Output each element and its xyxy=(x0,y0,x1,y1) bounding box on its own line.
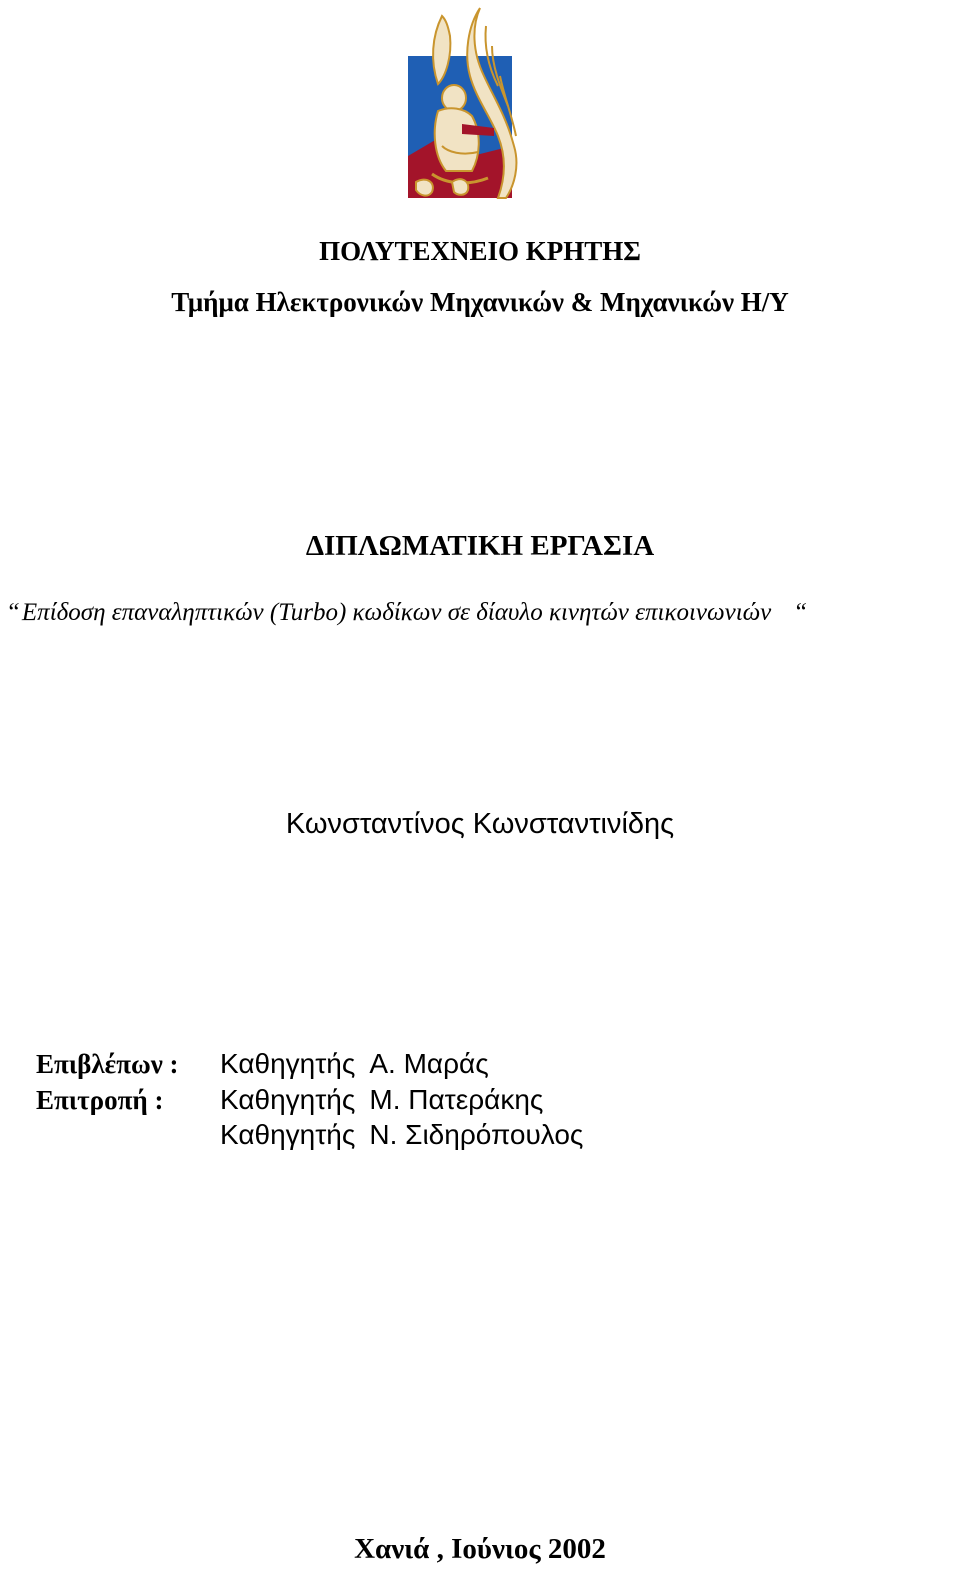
thesis-title xyxy=(6,596,960,630)
place-date: Χανιά , Ιούνιος 2002 xyxy=(354,1533,606,1565)
supervisor-label: Επιβλέπων : xyxy=(36,1049,179,1079)
author-name: Κωνσταντίνος Κωνσταντινίδης xyxy=(285,808,675,840)
member-title: Καθηγητής xyxy=(220,1084,356,1115)
member-name: Μ. Πατεράκης xyxy=(369,1084,544,1115)
document-type-heading: ΔΙΠΛΩΜΑΤΙΚΗ ΕΡΓΑΣΙΑ xyxy=(305,530,655,562)
member-name: Ν. Σιδηρόπουλος xyxy=(369,1119,584,1150)
committee-member xyxy=(220,1118,583,1152)
title-open-quote: “ xyxy=(6,599,20,626)
member-name: Α. Μαράς xyxy=(369,1048,489,1079)
university-name: ΠΟΛΥΤΕΧΝΕΙΟ ΚΡΗΤΗΣ xyxy=(319,236,641,266)
committee-member xyxy=(220,1047,489,1081)
title-close-quote: “ xyxy=(793,599,808,626)
thesis-title-text: Επίδοση επαναληπτικών (Turbo) κωδίκων σε δίαυλο κινητών επικοινωνιών xyxy=(21,599,772,626)
department-name: Τμήμα Ηλεκτρονικών Μηχανικών & Μηχανικών Η/Υ xyxy=(171,287,789,317)
university-emblem-icon xyxy=(402,6,532,202)
committee-label: Επιτροπή : xyxy=(36,1085,164,1115)
member-title: Καθηγητής xyxy=(220,1048,356,1079)
member-title: Καθηγητής xyxy=(220,1119,356,1150)
committee-member xyxy=(220,1083,543,1117)
